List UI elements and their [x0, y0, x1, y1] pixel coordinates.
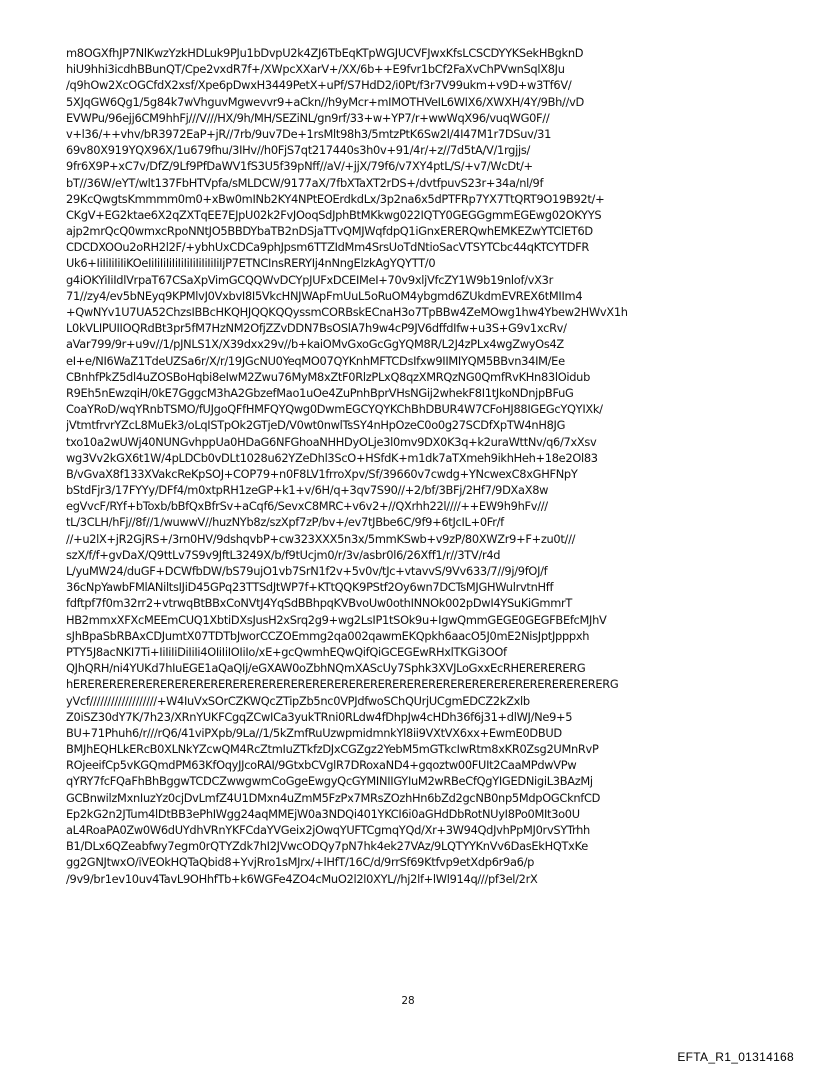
text-line: //+u2lX+jR2GjRS+/3rn0HV/9dshqvbP+cw323XXX5n3x/5mmKSwb+v9zP/80XWZr9+F+zu0t/// — [66, 531, 576, 546]
document-id-stamp: EFTA_R1_01314168 — [677, 1050, 794, 1064]
text-line: ajp2mrQcQ0wmxcRpoNNtJO5BBDYbaTB2nDSjaTTvQMJWqfdpQ1iGnxERERQwhEMKEZwYTClET6D — [66, 224, 593, 239]
text-line: /q9hOw2XcOGCfdX2xsf/Xpe6pDwxH3449PetX+uPf/S7HdD2/i0Pt/f3r7V99ukm+v9D+w3Tf6V/ — [66, 78, 572, 93]
text-line: bStdFjr3/17FYYy/DFf4/m0xtpRH1zeGP+k1+v/6H/q+3qv7S90//+2/bf/3BFj/2Hf7/9DXaX8w — [66, 483, 549, 498]
text-line: 36cNpYawbFMlANiltsIJiD45GPq23TTSdJtWP7f+KTtQQK9PStf2Oy6wn7DCTsMJGHWulrvtnHff — [66, 580, 554, 595]
text-line: hiU9hhi3icdhBBunQT/Cpe2vxdR7f+/XWpcXXarV+/XX/6b++E9fvr1bCf2FaXvChPVwnSqlX8Ju — [66, 62, 565, 77]
text-line: szX/f/f+gvDaX/Q9ttLv7S9v9JftL3249X/b/f9tUcjm0/r/3v/asbr0l6/26Xff1/r//3TV/r4d — [66, 547, 501, 562]
text-line: txo10a2wUWj40NUNGvhppUa0HDaG6NFGhoaNHHDyOLje3l0mv9DX0K3q+k2uraWttNv/q6/7xXsv — [66, 434, 597, 449]
text-line: 29KcQwgtsKmmmm0m0+xBw0mINb2KY4NPtEOErdkdLx/3p2na6x5dPTFRp7YX7TtQRT9O19B92t/+ — [66, 191, 605, 206]
text-line: HB2mmxXFXcMEEmCUQ1XbtiDXsJusH2xSrq2g9+wg2LsIP1tSOk9u+IgwQmmGEGE0GEGFBEfcMJhV — [66, 612, 607, 627]
text-line: EVWPu/96ejj6CM9hhFj///V///HX/9h/MH/SEZiNL/gn9rf/33+w+YP7/r+wwWqX96/vuqWG0F// — [66, 110, 550, 125]
text-line: QJhQRH/ni4YUKd7hIuEGE1aQaQIj/eGXAW0oZbhNQmXAScUy7Sphk3XVJLoGxxEcRHERERERERG — [66, 661, 586, 676]
text-line: GCBnwilzMxnIuzYz0cjDvLmfZ4U1DMxn4uZmM5FzPx7MRsZOzhHn6bZd2gcNB0np5MdpOGCknfCD — [66, 790, 601, 805]
text-line: R9Eh5nEwzqiH/0kE7GggcM3hA2GbzefMao1uOe4ZuPnhBprVHsNGij2whekF8I1tJkoNDnjpBFuG — [66, 385, 574, 400]
text-line: 9fr6X9P+xC7v/DfZ/9Lf9PfDaWV1fS3U5f39pNff//aV/+jjX/79f6/v7XY4ptL/S/+v7/WcDt/+ — [66, 159, 533, 174]
text-line: BMJhEQHLkERcB0XLNkYZcwQM4RcZtmIuZTkfzDJxCGZgz2YebM5mGTkcIwRtm8xKR0Zsg2UMnRvP — [66, 742, 599, 757]
text-line: CoaYRoD/wqYRnbTSMO/fUJgoQFfHMFQYQwg0DwmEGCYQYKChBhDBUR4W7CFoHJ88IGEGcYQYIXk/ — [66, 402, 603, 417]
text-line: hERERERERERERERERERERERERERERERERERERERERERERERERERERERERERERERERERERERERERG — [66, 677, 619, 692]
text-line: wg3Vv2kGX6t1W/4pLDCb0vDLt1028u62YZeDhl3ScO+HSfdK+m1dk7aTXmeh9ikhHeh+18e2Ol83 — [66, 450, 598, 465]
text-line: 71//zy4/ev5bNEyq9KPMlvJ0VxbvI8I5VkcHNJWApFmUuL5oRuOM4ybgmd6ZUkdmEVREX6tMIIm4 — [66, 288, 583, 303]
text-line: L/yuMW24/duGF+DCWfbDW/bS79ujO1vb7SrN1f2v+5v0v/tJc+vtavvS/9Vv633/7//9j/9fOJ/f — [66, 564, 548, 578]
text-line: sJhBpaSbRBAxCDJumtX07TDTbJworCCZOEmmg2qa002qawmEKQpkh6aacO5J0mE2NisJptJpppxh — [66, 628, 590, 643]
text-line: qYRY7fcFQaFhBhBggwTCDCZwwgwmCoGgeEwgyQcGYMINIIGYIuM2wRBeCfQgYIGEDNigiL3BAzMj — [66, 774, 593, 789]
text-line: g4iOKYiIiIdlVrpaT67CSaXpVimGCQQWvDCYpJUFxDCEIMeI+70v9xljVfcZY1W9b19nlof/vX3r — [66, 272, 553, 287]
text-line: v+l36/++vhv/bR3972EaP+jR//7rb/9uv7De+1rsMlt98h3/5mtzPtK6Sw2l/4I47M1r7DSuv/31 — [66, 126, 552, 141]
text-line: B1/DLx6QZeabfwy7egm0rQTYZdk7hI2JVwcODQy7pN7hk4ek27VAz/9LQTYYKnVv6DasEkHQTxKe — [66, 839, 588, 854]
text-line: bT//36W/eYT/wlt137FbHTVpfa/sMLDCW/9177aX/7fbXTaXT2rDS+/dvtfpuvS23r+34a/nl/9f — [66, 175, 544, 190]
text-line: ROjeeifCp5vKGQmdPM63KfOqyJJcoRAI/9GtxbCVglR7DRoxaND4+gqoztw00FUIt2CaaMPdwVPw — [66, 758, 577, 773]
text-line: jVtmtfrvrYZcL8MuEk3/oLqISTpOk2GTjeD/V0wt0nwlTsSY4nHpOzeC0o0g27SCDfXpTW4nH8JG — [66, 418, 566, 433]
text-line: /9v9/br1ev10uv4TavL9OHhfTb+k6WGFe4ZO4cMuO2l2l0XYL//hj2lf+lWl914q///pf3el/2rX — [66, 871, 538, 886]
text-line: aL4RoaPA0Zw0W6dUYdhVRnYKFCdaYVGeix2jOwqYUFTCgmqYQd/Xr+3W94QdJvhPpMJ0rvSYTrhh — [66, 823, 590, 837]
text-line: Z0iSZ30dY7K/7h23/XRnYUKFCgqZCwICa3yukTRni0RLdw4fDhpJw4cHDh36f6j31+dlWJ/Ne9+5 — [66, 709, 573, 724]
text-line: CKgV+EG2ktae6X2qZXTqEE7EJpU02k2FvJOoqSdJphBtMKkwg022IQTY0GEGGgmmEGEwg02OKYYS — [66, 207, 602, 222]
text-line: egVvcF/RYf+bToxb/bBfQxBfrSv+aCqf6/SevxC8MRC+v6v2+//QXrhh22l////++EW9h9hFv/// — [66, 499, 548, 514]
text-line: L0kVLIPUIIOQRdBt3pr5fM7HzNM2OfjZZvDDN7BsOSlA7h9w4cP9JV6dffdIfw+u3S+G9v1xcRv/ — [66, 321, 567, 336]
text-line: aVar799/9r+u9v//1/pJNLS1X/X39dxx29v//b+kaiOMvGxoGcGgYQM8R/L2J4zPLx4wgZwyOs4Z — [66, 337, 564, 352]
text-line: 69v80X919YQX96X/1u679fhu/3IHv//h0FjS7qt217440s3h0v+91/4r/+z//7d5tA/V/1rgjjs/ — [66, 143, 531, 158]
text-line: Ep2kG2n2JTum4lDtBB3ePhIWgg24aqMMEjW0a3NDQi401YKCI6i0aGHdDbRotNUyI8Po0MIt3o0U — [66, 806, 580, 821]
text-line: yVcf///////////////////+W4IuVxSOrCZKWQcZTipZb5nc0VPJdfwoSChQUrjUCgmEDCZ2kZxlb — [66, 693, 530, 708]
text-line: PTY5J8acNKI7Ti+IiIiIiDiIiIi4OIiIiIOIiIo/xE+gcQwmhEQwQifQiGCEGEwRHxlTKGi3OOf — [66, 644, 507, 659]
text-line: BU+71Phuh6/r///rQ6/41viPXpb/9La//1/5kZmfRuUzwpmidmnkYl8ii9VXtVX6xx+EwmE0DBUD — [66, 725, 562, 740]
text-line: gg2GNJtwxO/iVEOkHQTaQbid8+YvjRro1sMJrx/+lHfT/16C/d/9rrSf69Ktfvp9etXdp6r9a6/p — [66, 855, 535, 870]
text-line: fdftpf7f0m32rr2+vtrwqBtBBxCoNVtJ4YqSdBBhpqKVBvoUw0othINNOk002pDwI4YSuKiGmmrT — [66, 596, 573, 611]
text-line: CDCDXOOu2oRH2l2F/+ybhUxCDCa9phJpsm6TTZIdMm4SrsUoTdNtioSacVTSYTCbc44qKTCYTDFR — [66, 240, 590, 255]
text-line: tL/3CLH/hFj//8f//1/wuwwV//huzNYb8z/szXpf7zP/bv+/ev7tJBbe6C/9f9+6tJcIL+0Fr/f — [66, 515, 504, 530]
text-line: eI+e/NI6WaZ1TdeUZSa6r/X/r/19JGcNU0YeqMO07QYKnhMFTCDsIfxw9IIMIYQM5BBvn34IM/Ee — [66, 353, 565, 368]
encoded-text-block — [66, 45, 766, 887]
text-line: 5XJqGW6Qg1/5g84k7wVhguvMgwevvr9+aCkn//h9yMcr+mIMOTHVeIL6WIX6/XWXH/4Y/9Bh//vD — [66, 94, 585, 109]
page-number: 28 — [401, 995, 415, 1007]
text-line: CBnhfPkZ5dl4uZOSBoHqbi8eIwM2Zwu76MyM8xZtF0RlzPLxQ8qzXMRQzNG0QmfRvKHn83lOidub — [66, 369, 591, 384]
text-line: Uk6+IiIiIiIiIiKOeIiIiIiIiIiIiIiIiIiIiIiIiIjP7ETNCInsRERYIj4nNngElzkAgYQYTT/0 — [66, 256, 436, 271]
text-line: m8OGXfhJP7NlKwzYzkHDLuk9PJu1bDvpU2k4ZJ6TbEqKTpWGJUCVFJwxKfsLCSCDYYKSekHBgknD — [66, 46, 584, 60]
text-line: +QwNYv1U7UA52ChzsIBBcHKQHJQQKQQyssmCORBskECnaH3o7TpBBw4ZeMOwg1hw4Ybew2HWvX1h — [66, 305, 628, 319]
text-line: B/vGvaX8f133XVakcReKpSOJ+COP79+n0F8LV1frroXpv/Sf/39660v7cwdg+YNcwexC8xGHFNpY — [66, 466, 578, 481]
